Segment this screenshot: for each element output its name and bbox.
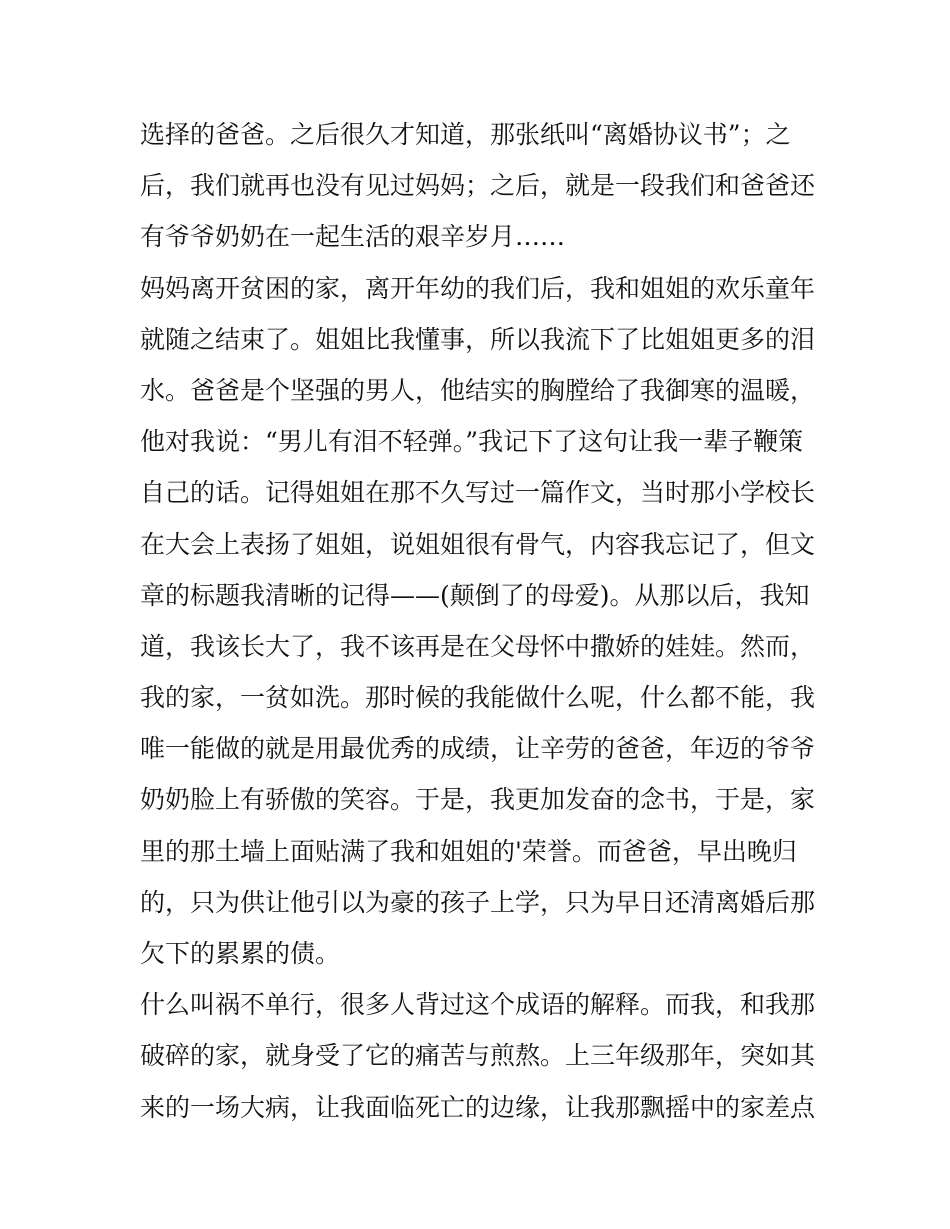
text-line: 来的一场大病，让我面临死亡的边缘，让我那飘摇中的家差点: [140, 1092, 816, 1122]
body-text: [140, 109, 820, 1133]
text-line: 里的那土墙上面贴满了我和姐姐的'荣誉。而爸爸，早出晚归: [140, 836, 797, 866]
text-line: 后，我们就再也没有见过妈妈；之后，就是一段我们和爸爸还: [140, 171, 816, 201]
text-line: 有爷爷奶奶在一起生活的艰辛岁月……: [140, 222, 566, 252]
text-line: 道，我该长大了，我不该再是在父母怀中撒娇的娃娃。然而，: [140, 631, 816, 661]
text-line: 他对我说：“男儿有泪不轻弹。”我记下了这句让我一辈子鞭策: [140, 427, 804, 457]
text-line: 破碎的家，就身受了它的痛苦与煎熬。上三年级那年，突如其: [140, 1041, 816, 1071]
text-line: 选择的爸爸。之后很久才知道，那张纸叫“离婚协议书”；之: [140, 120, 791, 149]
text-line: 水。爸爸是个坚强的男人，他结实的胸膛给了我御寒的温暖，: [140, 375, 816, 405]
text-line: 什么叫祸不单行，很多人背过这个成语的解释。而我，和我那: [140, 990, 816, 1020]
text-line: 奶奶脸上有骄傲的笑容。于是，我更加发奋的念书，于是，家: [140, 785, 816, 815]
text-line: 就随之结束了。姐姐比我懂事，所以我流下了比姐姐更多的泪: [140, 324, 816, 354]
text-line: 唯一能做的就是用最优秀的成绩，让辛劳的爸爸，年迈的爷爷: [140, 734, 816, 764]
text-line: 在大会上表扬了姐姐，说姐姐很有骨气，内容我忘记了，但文: [140, 529, 816, 559]
text-line: 妈妈离开贫困的家，离开年幼的我们后，我和姐姐的欢乐童年: [140, 273, 816, 303]
text-line: 的，只为供让他引以为豪的孩子上学，只为早日还清离婚后那: [140, 887, 816, 917]
text-line: 自己的话。记得姐姐在那不久写过一篇作文，当时那小学校长: [140, 478, 816, 508]
text-line: 章的标题我清晰的记得——(颠倒了的母爱)。从那以后，我知: [140, 580, 810, 610]
text-line: 欠下的累累的债。: [140, 939, 341, 968]
text-line: 我的家，一贫如洗。那时候的我能做什么呢，什么都不能，我: [140, 683, 816, 713]
